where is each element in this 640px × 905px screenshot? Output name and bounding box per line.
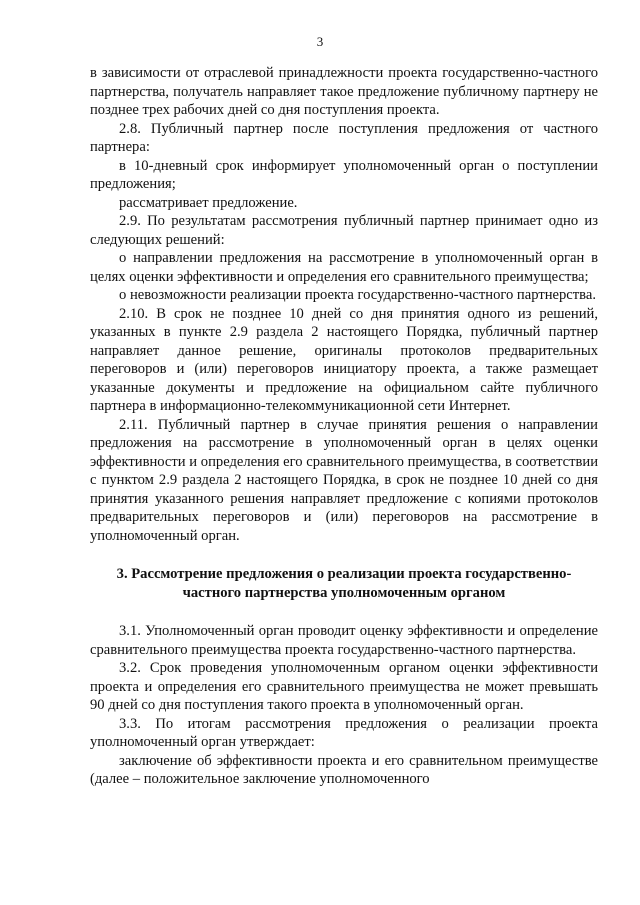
paragraph-2-9-option-2: о невозможности реализации проекта государственно-частного партнерства. — [119, 287, 596, 303]
paragraph-continuation: в зависимости от отраслевой принадлежности проекта государственно-частного партнерства, получатель направляет такое предложение публичному партнеру не позднее трех рабочих дней со дня поступления проекта. — [90, 65, 598, 118]
paragraph-2-10: 2.10. В срок не позднее 10 дней со дня принятия одного из решений, указанных в пункте 2.9 раздела 2 настоящего Порядка, публичный партнер направляет данное решение, оригиналы протоколов предварительных переговоров и (или) переговоров инициатору проекта, а также размещает указанные документы и предложение на официальном сайте публичного партнера в информационно-телекоммуникационной сети Интернет. — [90, 305, 598, 414]
paragraph-2-11: 2.11. Публичный партнер в случае принятия решения о направлении предложения на рассмотрение в уполномоченный орган в целях оценки эффективности и определения его сравнительного преимущества, в соответствии с пунктом 2.9 раздела 2 настоящего Порядка, в срок не позднее 10 дней со дня принятия указанного решения направляет предложение с копиями протоколов предварительных переговоров и (или) переговоров на рассмотрение в уполномоченный орган. — [90, 416, 598, 544]
section-3-heading: 3. Рассмотрение предложения о реализации проекта государственно-частного партнерства уполномоченным органом — [116, 566, 572, 601]
paragraph-3-1: 3.1. Уполномоченный орган проводит оценку эффективности и определение сравнительного преимущества проекта государственно-частного партнерства. — [90, 623, 598, 658]
paragraph-2-9: 2.9. По результатам рассмотрения публичный партнер принимает одно из следующих решений: — [90, 213, 598, 248]
paragraph-2-8-item-2: рассматривает предложение. — [119, 194, 298, 211]
paragraph-2-8: 2.8. Публичный партнер после поступления предложения от частного партнера: — [90, 120, 598, 155]
page-number: 3 — [316, 34, 324, 49]
paragraph-2-8-item-1: в 10-дневный срок информирует уполномоченный орган о поступлении предложения; — [90, 157, 598, 192]
paragraph-3-2: 3.2. Срок проведения уполномоченным органом оценки эффективности проекта и определения его сравнительного преимущества не может превышать 90 дней со дня поступления такого проекта в уполномоченный орган. — [90, 660, 598, 713]
paragraph-3-3: 3.3. По итогам рассмотрения предложения о реализации проекта уполномоченный орган утверждает: — [90, 715, 598, 750]
paragraph-2-9-option-1: о направлении предложения на рассмотрение в уполномоченный орган в целях оценки эффективности и определения его сравнительного преимущества; — [90, 250, 598, 285]
paragraph-3-3-item-1: заключение об эффективности проекта и его сравнительном преимуществе (далее – положительное заключение уполномоченного — [90, 752, 598, 787]
document-body — [90, 64, 598, 789]
